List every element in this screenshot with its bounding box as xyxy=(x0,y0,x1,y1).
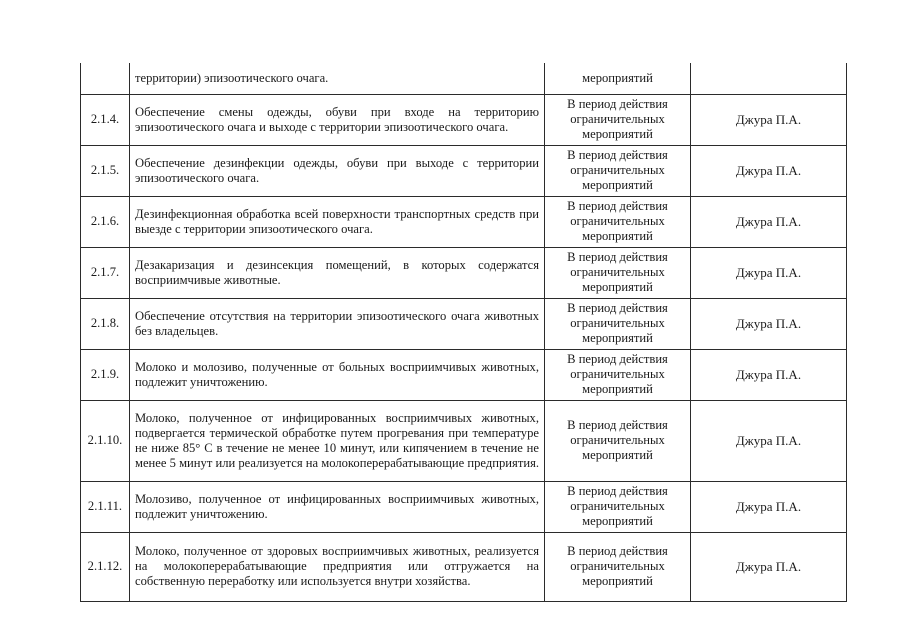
measure-description: Дезинфекционная обработка всей поверхности транспортных средств при выезде с территории эпизоотического очага. xyxy=(130,196,545,247)
item-number-cell xyxy=(81,63,130,94)
table-row xyxy=(81,94,847,145)
table-row xyxy=(81,145,847,196)
item-number: 2.1.6. xyxy=(81,196,130,247)
measure-description: Обеспечение смены одежды, обуви при входе на территорию эпизоотического очага и выходе с территории эпизоотического очага. xyxy=(130,94,545,145)
table-row xyxy=(81,532,847,601)
item-number: 2.1.10. xyxy=(81,400,130,481)
period-cell: В период действия ограничительных мероприятий xyxy=(545,94,691,145)
period-cell: В период действия ограничительных мероприятий xyxy=(545,298,691,349)
period-cell: В период действия ограничительных мероприятий xyxy=(545,532,691,601)
responsible-person: Джура П.А. xyxy=(691,196,847,247)
item-number: 2.1.9. xyxy=(81,349,130,400)
item-number: 2.1.5. xyxy=(81,145,130,196)
period-cell: мероприятий xyxy=(545,63,691,94)
measure-description: Молоко, полученное от здоровых восприимчивых животных, реализуется на молокоперерабатывающие предприятия или отгружается на собственную переработку или используется внутри хозяйства. xyxy=(130,532,545,601)
responsible-person: Джура П.А. xyxy=(691,532,847,601)
period-cell: В период действия ограничительных мероприятий xyxy=(545,349,691,400)
responsible-cell xyxy=(691,63,847,94)
measure-description: Обеспечение отсутствия на территории эпизоотического очага животных без владельцев. xyxy=(130,298,545,349)
measure-description: Обеспечение дезинфекции одежды, обуви при выходе с территории эпизоотического очага. xyxy=(130,145,545,196)
responsible-person: Джура П.А. xyxy=(691,349,847,400)
measure-description: территории) эпизоотического очага. xyxy=(130,63,545,94)
table-row xyxy=(81,400,847,481)
measures-table xyxy=(80,63,847,602)
table-row xyxy=(81,298,847,349)
period-cell: В период действия ограничительных мероприятий xyxy=(545,196,691,247)
item-number: 2.1.8. xyxy=(81,298,130,349)
measure-description: Молоко, полученное от инфицированных восприимчивых животных, подвергается термической обработке путем прогревания при температуре не ниже 85° С в течение не менее 10 минут, или кипячением в течение не менее 5 минут или реализуется на молокоперерабатывающие предприятия. xyxy=(130,400,545,481)
responsible-person: Джура П.А. xyxy=(691,400,847,481)
table-row xyxy=(81,349,847,400)
responsible-person: Джура П.А. xyxy=(691,247,847,298)
table-row xyxy=(81,196,847,247)
continuation-row xyxy=(81,63,847,94)
responsible-person: Джура П.А. xyxy=(691,298,847,349)
measure-description: Дезакаризация и дезинсекция помещений, в которых содержатся восприимчивые животные. xyxy=(130,247,545,298)
item-number: 2.1.12. xyxy=(81,532,130,601)
item-number: 2.1.4. xyxy=(81,94,130,145)
period-cell: В период действия ограничительных мероприятий xyxy=(545,400,691,481)
responsible-person: Джура П.А. xyxy=(691,481,847,532)
table-row xyxy=(81,481,847,532)
responsible-person: Джура П.А. xyxy=(691,94,847,145)
period-cell: В период действия ограничительных мероприятий xyxy=(545,481,691,532)
item-number: 2.1.7. xyxy=(81,247,130,298)
measure-description: Молозиво, полученное от инфицированных восприимчивых животных, подлежит уничтожению. xyxy=(130,481,545,532)
item-number: 2.1.11. xyxy=(81,481,130,532)
measure-description: Молоко и молозиво, полученные от больных восприимчивых животных, подлежит уничтожению. xyxy=(130,349,545,400)
responsible-person: Джура П.А. xyxy=(691,145,847,196)
table-row xyxy=(81,247,847,298)
period-cell: В период действия ограничительных мероприятий xyxy=(545,247,691,298)
period-cell: В период действия ограничительных мероприятий xyxy=(545,145,691,196)
